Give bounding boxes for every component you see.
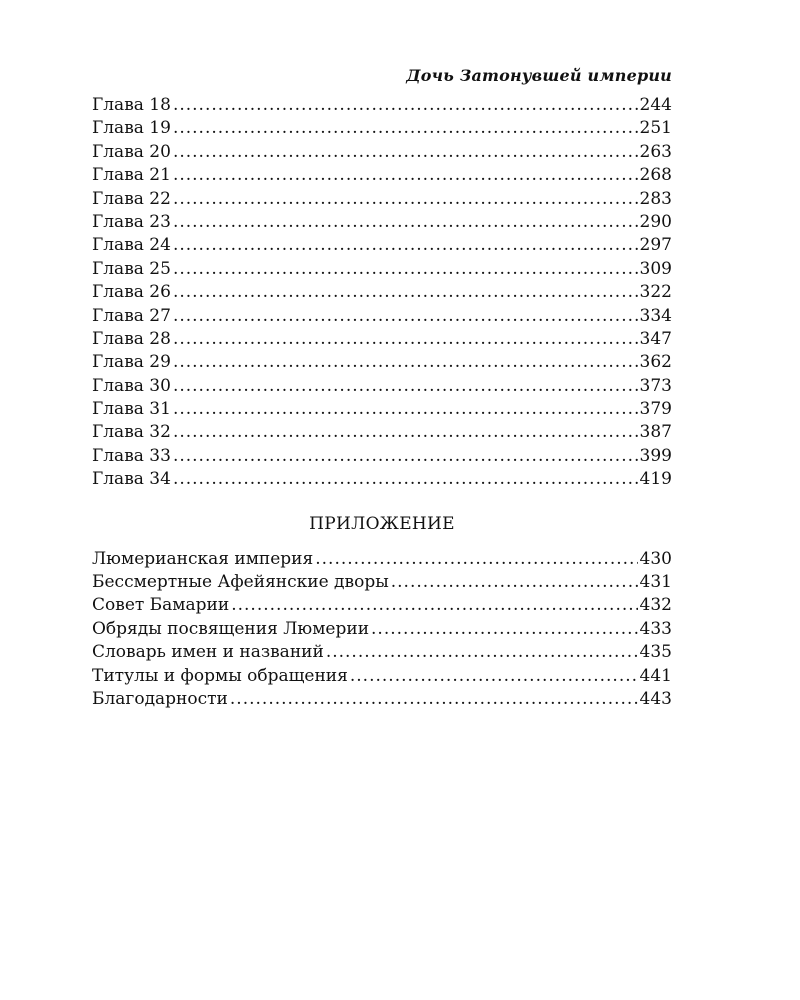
- toc-entry-chapter-25: [92, 258, 672, 281]
- toc-entry-label: Глава 20: [92, 141, 171, 162]
- toc-entry-page: 251: [639, 118, 672, 139]
- dot-leader: [173, 468, 638, 491]
- toc-entry-chapter-20: [92, 141, 672, 164]
- dot-leader: [173, 375, 638, 398]
- toc-entry-label: Глава 34: [92, 469, 171, 490]
- dot-leader: [326, 641, 638, 664]
- toc-entry-label: Совет Бамарии: [92, 595, 230, 616]
- dot-leader: [173, 94, 638, 117]
- toc-entry-label: Глава 25: [92, 258, 171, 279]
- dot-leader: [391, 571, 638, 594]
- toc-entry-appendix: [92, 548, 672, 571]
- toc-entry-appendix: [92, 641, 672, 664]
- toc-entry-label: Титулы и формы обращения: [92, 665, 348, 686]
- toc-entry-label: Бессмертные Афейянские дворы: [92, 572, 389, 593]
- toc-entry-label: Глава 32: [92, 422, 171, 443]
- toc-entry-label: Глава 28: [92, 328, 171, 349]
- toc-entry-label: Глава 19: [92, 118, 171, 139]
- toc-entry-label: Глава 31: [92, 399, 171, 420]
- toc-entry-page: 263: [639, 141, 672, 162]
- appendix-list: [92, 548, 672, 712]
- appendix-heading: ПРИЛОЖЕНИЕ: [309, 513, 455, 534]
- toc-entry-label: Словарь имен и названий: [92, 642, 324, 663]
- toc-entry-label: Глава 33: [92, 445, 171, 466]
- toc-entry-page: 432: [639, 595, 672, 616]
- dot-leader: [173, 421, 638, 444]
- toc-entry-label: Благодарности: [92, 688, 228, 709]
- toc-entry-label: Глава 21: [92, 165, 171, 186]
- toc-entry-page: 309: [639, 258, 672, 279]
- toc-entry-page: 379: [639, 399, 672, 420]
- dot-leader: [173, 305, 638, 328]
- dot-leader: [173, 445, 638, 468]
- toc-entry-page: 244: [639, 95, 672, 115]
- dot-leader: [173, 164, 638, 187]
- toc-entry-label: Глава 29: [92, 352, 171, 373]
- toc-entry-chapter-18: [92, 94, 672, 117]
- toc-entry-chapter-34: [92, 468, 672, 491]
- dot-leader: [173, 328, 638, 351]
- toc-entry-page: 283: [639, 188, 672, 209]
- toc-entry-page: 419: [639, 469, 672, 490]
- toc-entry-appendix: [92, 665, 672, 688]
- toc-entry-label: Обряды посвящения Люмерии: [92, 618, 370, 639]
- toc-entry-label: Глава 18: [92, 95, 171, 115]
- toc-entry-appendix: [92, 618, 672, 641]
- toc-entry-page: 334: [639, 305, 672, 326]
- toc-entry-chapter-22: [92, 188, 672, 211]
- toc-entry-page: 399: [639, 445, 672, 466]
- toc-entry-chapter-26: [92, 281, 672, 304]
- dot-leader: [371, 618, 638, 641]
- toc-entry-page: 435: [639, 642, 672, 663]
- toc-entry-chapter-24: [92, 234, 672, 257]
- dot-leader: [173, 211, 638, 234]
- toc-entry-appendix: [92, 688, 672, 711]
- toc-entry-page: 268: [639, 165, 672, 186]
- dot-leader: [173, 281, 638, 304]
- toc-entry-page: 373: [639, 375, 672, 396]
- toc-entry-appendix: [92, 594, 672, 617]
- toc-entry-page: 431: [639, 572, 672, 593]
- toc-entry-page: 362: [639, 352, 672, 373]
- dot-leader: [230, 688, 638, 711]
- toc-entry-chapter-32: [92, 421, 672, 444]
- toc-entry-chapter-29: [92, 351, 672, 374]
- dot-leader: [315, 548, 637, 571]
- toc-entry-chapter-23: [92, 211, 672, 234]
- toc-entry-chapter-27: [92, 305, 672, 328]
- toc-entry-label: Глава 22: [92, 188, 171, 209]
- toc-entry-page: 443: [639, 688, 672, 709]
- toc-entry-page: 290: [639, 211, 672, 232]
- dot-leader: [173, 141, 638, 164]
- dot-leader: [173, 398, 638, 421]
- dot-leader: [173, 234, 638, 257]
- toc-entry-chapter-31: [92, 398, 672, 421]
- toc-entry-chapter-19: [92, 117, 672, 140]
- toc-entry-label: Люмерианская империя: [92, 548, 314, 569]
- dot-leader: [173, 351, 638, 374]
- dot-leader: [173, 188, 638, 211]
- toc-entry-chapter-21: [92, 164, 672, 187]
- toc-entry-label: Глава 23: [92, 211, 171, 232]
- toc-entry-chapter-28: [92, 328, 672, 351]
- dot-leader: [231, 594, 637, 617]
- dot-leader: [173, 258, 638, 281]
- toc-entry-label: Глава 26: [92, 282, 171, 303]
- toc-entry-page: 430: [639, 548, 672, 569]
- toc-entry-page: 297: [639, 235, 672, 256]
- dot-leader: [350, 665, 638, 688]
- chapter-list: [92, 94, 672, 492]
- toc-entry-label: Глава 30: [92, 375, 171, 396]
- toc-entry-page: 387: [639, 422, 672, 443]
- toc-entry-page: 441: [639, 665, 672, 686]
- toc-entry-page: 347: [639, 328, 672, 349]
- toc-page: [92, 64, 672, 711]
- running-title: Дочь Затонувшей империи: [406, 66, 672, 85]
- toc-entry-page: 322: [639, 282, 672, 303]
- toc-entry-label: Глава 24: [92, 235, 171, 256]
- toc-entry-label: Глава 27: [92, 305, 171, 326]
- toc-entry-appendix: [92, 571, 672, 594]
- toc-entry-page: 433: [639, 618, 672, 639]
- toc-entry-chapter-33: [92, 445, 672, 468]
- toc-entry-chapter-30: [92, 375, 672, 398]
- dot-leader: [173, 117, 638, 140]
